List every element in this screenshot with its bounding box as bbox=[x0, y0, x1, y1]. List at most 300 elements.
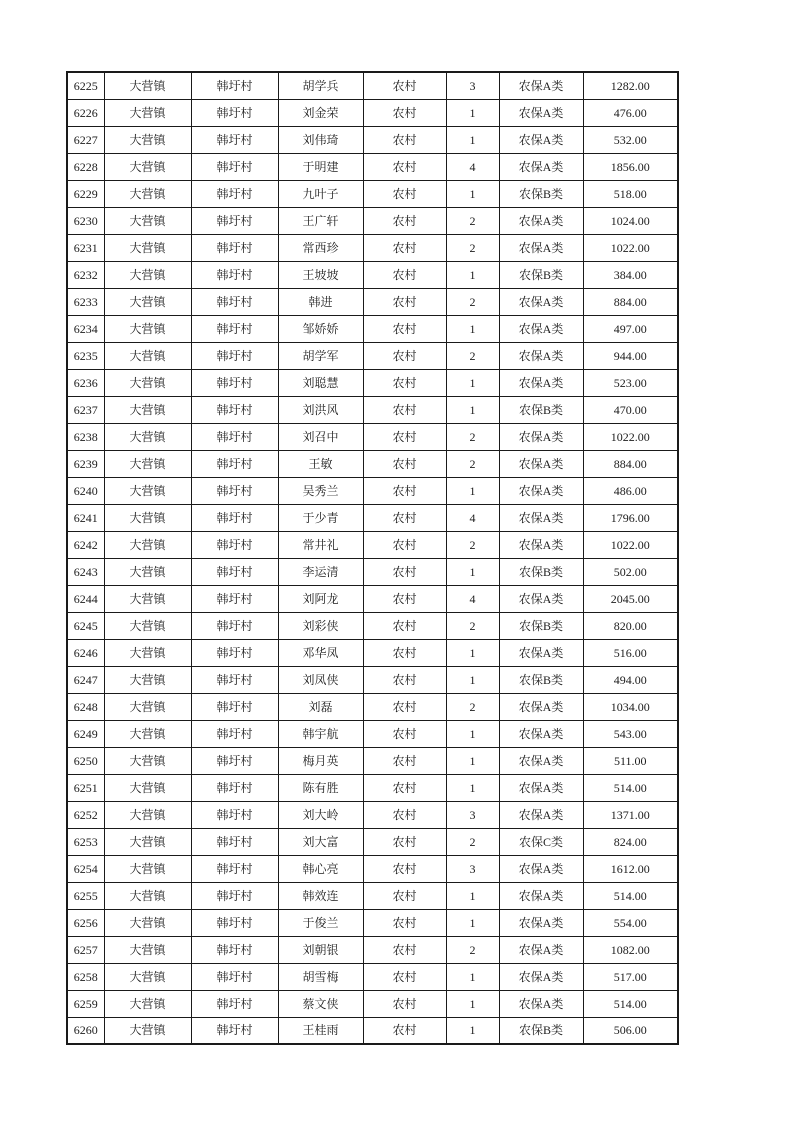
village-cell: 韩圩村 bbox=[191, 396, 278, 423]
town-cell: 大营镇 bbox=[104, 180, 191, 207]
person-count-cell: 1 bbox=[446, 126, 499, 153]
insurance-type-cell: 农保A类 bbox=[499, 585, 583, 612]
amount-cell: 532.00 bbox=[583, 126, 678, 153]
village-cell: 韩圩村 bbox=[191, 477, 278, 504]
insurance-type-cell: 农保B类 bbox=[499, 1017, 583, 1044]
insurance-type-cell: 农保A类 bbox=[499, 423, 583, 450]
insurance-type-cell: 农保A类 bbox=[499, 504, 583, 531]
village-cell: 韩圩村 bbox=[191, 369, 278, 396]
serial-no-cell: 6260 bbox=[67, 1017, 104, 1044]
amount-cell: 1612.00 bbox=[583, 855, 678, 882]
name-cell: 蔡文侠 bbox=[278, 990, 363, 1017]
category-cell: 农村 bbox=[363, 72, 446, 99]
category-cell: 农村 bbox=[363, 288, 446, 315]
amount-cell: 944.00 bbox=[583, 342, 678, 369]
serial-no-cell: 6234 bbox=[67, 315, 104, 342]
person-count-cell: 1 bbox=[446, 747, 499, 774]
table-row bbox=[67, 990, 678, 1017]
name-cell: 邓华凤 bbox=[278, 639, 363, 666]
amount-cell: 1856.00 bbox=[583, 153, 678, 180]
amount-cell: 517.00 bbox=[583, 963, 678, 990]
insurance-type-cell: 农保A类 bbox=[499, 855, 583, 882]
category-cell: 农村 bbox=[363, 612, 446, 639]
village-cell: 韩圩村 bbox=[191, 180, 278, 207]
table-row bbox=[67, 882, 678, 909]
serial-no-cell: 6226 bbox=[67, 99, 104, 126]
table-row bbox=[67, 396, 678, 423]
category-cell: 农村 bbox=[363, 234, 446, 261]
village-cell: 韩圩村 bbox=[191, 504, 278, 531]
insurance-type-cell: 农保A类 bbox=[499, 126, 583, 153]
table-row bbox=[67, 774, 678, 801]
town-cell: 大营镇 bbox=[104, 558, 191, 585]
serial-no-cell: 6233 bbox=[67, 288, 104, 315]
town-cell: 大营镇 bbox=[104, 666, 191, 693]
name-cell: 王广轩 bbox=[278, 207, 363, 234]
table-row bbox=[67, 801, 678, 828]
village-cell: 韩圩村 bbox=[191, 828, 278, 855]
person-count-cell: 2 bbox=[446, 936, 499, 963]
name-cell: 刘彩侠 bbox=[278, 612, 363, 639]
name-cell: 刘朝银 bbox=[278, 936, 363, 963]
insurance-type-cell: 农保B类 bbox=[499, 666, 583, 693]
village-cell: 韩圩村 bbox=[191, 855, 278, 882]
category-cell: 农村 bbox=[363, 720, 446, 747]
insurance-type-cell: 农保A类 bbox=[499, 477, 583, 504]
category-cell: 农村 bbox=[363, 828, 446, 855]
person-count-cell: 1 bbox=[446, 720, 499, 747]
category-cell: 农村 bbox=[363, 639, 446, 666]
insurance-type-cell: 农保B类 bbox=[499, 396, 583, 423]
person-count-cell: 4 bbox=[446, 153, 499, 180]
insurance-type-cell: 农保A类 bbox=[499, 342, 583, 369]
village-cell: 韩圩村 bbox=[191, 423, 278, 450]
village-cell: 韩圩村 bbox=[191, 450, 278, 477]
town-cell: 大营镇 bbox=[104, 639, 191, 666]
serial-no-cell: 6231 bbox=[67, 234, 104, 261]
table-row bbox=[67, 585, 678, 612]
amount-cell: 476.00 bbox=[583, 99, 678, 126]
amount-cell: 884.00 bbox=[583, 450, 678, 477]
name-cell: 刘聪慧 bbox=[278, 369, 363, 396]
name-cell: 常西珍 bbox=[278, 234, 363, 261]
insurance-type-cell: 农保B类 bbox=[499, 261, 583, 288]
person-count-cell: 2 bbox=[446, 693, 499, 720]
amount-cell: 1034.00 bbox=[583, 693, 678, 720]
insurance-type-cell: 农保A类 bbox=[499, 882, 583, 909]
table-row bbox=[67, 261, 678, 288]
amount-cell: 1282.00 bbox=[583, 72, 678, 99]
town-cell: 大营镇 bbox=[104, 963, 191, 990]
insurance-type-cell: 农保A类 bbox=[499, 72, 583, 99]
person-count-cell: 1 bbox=[446, 774, 499, 801]
amount-cell: 1022.00 bbox=[583, 234, 678, 261]
insurance-type-cell: 农保A类 bbox=[499, 774, 583, 801]
category-cell: 农村 bbox=[363, 936, 446, 963]
town-cell: 大营镇 bbox=[104, 801, 191, 828]
village-cell: 韩圩村 bbox=[191, 342, 278, 369]
town-cell: 大营镇 bbox=[104, 477, 191, 504]
name-cell: 刘阿龙 bbox=[278, 585, 363, 612]
amount-cell: 820.00 bbox=[583, 612, 678, 639]
beneficiary-table bbox=[66, 71, 679, 1045]
amount-cell: 494.00 bbox=[583, 666, 678, 693]
serial-no-cell: 6257 bbox=[67, 936, 104, 963]
table-row bbox=[67, 72, 678, 99]
village-cell: 韩圩村 bbox=[191, 612, 278, 639]
category-cell: 农村 bbox=[363, 207, 446, 234]
insurance-type-cell: 农保A类 bbox=[499, 720, 583, 747]
town-cell: 大营镇 bbox=[104, 720, 191, 747]
serial-no-cell: 6239 bbox=[67, 450, 104, 477]
amount-cell: 506.00 bbox=[583, 1017, 678, 1044]
category-cell: 农村 bbox=[363, 126, 446, 153]
category-cell: 农村 bbox=[363, 153, 446, 180]
town-cell: 大营镇 bbox=[104, 153, 191, 180]
village-cell: 韩圩村 bbox=[191, 153, 278, 180]
category-cell: 农村 bbox=[363, 261, 446, 288]
person-count-cell: 1 bbox=[446, 666, 499, 693]
table-row bbox=[67, 1017, 678, 1044]
person-count-cell: 2 bbox=[446, 234, 499, 261]
serial-no-cell: 6246 bbox=[67, 639, 104, 666]
amount-cell: 514.00 bbox=[583, 882, 678, 909]
table-row bbox=[67, 126, 678, 153]
town-cell: 大营镇 bbox=[104, 99, 191, 126]
village-cell: 韩圩村 bbox=[191, 1017, 278, 1044]
person-count-cell: 3 bbox=[446, 801, 499, 828]
serial-no-cell: 6258 bbox=[67, 963, 104, 990]
town-cell: 大营镇 bbox=[104, 369, 191, 396]
person-count-cell: 2 bbox=[446, 342, 499, 369]
village-cell: 韩圩村 bbox=[191, 936, 278, 963]
village-cell: 韩圩村 bbox=[191, 639, 278, 666]
amount-cell: 543.00 bbox=[583, 720, 678, 747]
name-cell: 胡学兵 bbox=[278, 72, 363, 99]
town-cell: 大营镇 bbox=[104, 1017, 191, 1044]
village-cell: 韩圩村 bbox=[191, 909, 278, 936]
insurance-type-cell: 农保A类 bbox=[499, 315, 583, 342]
village-cell: 韩圩村 bbox=[191, 315, 278, 342]
town-cell: 大营镇 bbox=[104, 693, 191, 720]
name-cell: 刘磊 bbox=[278, 693, 363, 720]
person-count-cell: 4 bbox=[446, 585, 499, 612]
name-cell: 王桂雨 bbox=[278, 1017, 363, 1044]
table-body bbox=[67, 72, 678, 1044]
category-cell: 农村 bbox=[363, 477, 446, 504]
person-count-cell: 1 bbox=[446, 882, 499, 909]
person-count-cell: 3 bbox=[446, 72, 499, 99]
amount-cell: 511.00 bbox=[583, 747, 678, 774]
town-cell: 大营镇 bbox=[104, 450, 191, 477]
name-cell: 李运清 bbox=[278, 558, 363, 585]
category-cell: 农村 bbox=[363, 450, 446, 477]
serial-no-cell: 6242 bbox=[67, 531, 104, 558]
person-count-cell: 3 bbox=[446, 855, 499, 882]
person-count-cell: 2 bbox=[446, 612, 499, 639]
town-cell: 大营镇 bbox=[104, 882, 191, 909]
person-count-cell: 1 bbox=[446, 963, 499, 990]
name-cell: 韩心亮 bbox=[278, 855, 363, 882]
amount-cell: 514.00 bbox=[583, 774, 678, 801]
insurance-type-cell: 农保A类 bbox=[499, 234, 583, 261]
serial-no-cell: 6236 bbox=[67, 369, 104, 396]
town-cell: 大营镇 bbox=[104, 612, 191, 639]
category-cell: 农村 bbox=[363, 504, 446, 531]
serial-no-cell: 6248 bbox=[67, 693, 104, 720]
table-row bbox=[67, 639, 678, 666]
serial-no-cell: 6254 bbox=[67, 855, 104, 882]
village-cell: 韩圩村 bbox=[191, 558, 278, 585]
name-cell: 刘大富 bbox=[278, 828, 363, 855]
amount-cell: 554.00 bbox=[583, 909, 678, 936]
insurance-type-cell: 农保B类 bbox=[499, 612, 583, 639]
table-row bbox=[67, 693, 678, 720]
town-cell: 大营镇 bbox=[104, 261, 191, 288]
serial-no-cell: 6240 bbox=[67, 477, 104, 504]
amount-cell: 497.00 bbox=[583, 315, 678, 342]
insurance-type-cell: 农保A类 bbox=[499, 99, 583, 126]
category-cell: 农村 bbox=[363, 774, 446, 801]
category-cell: 农村 bbox=[363, 801, 446, 828]
village-cell: 韩圩村 bbox=[191, 234, 278, 261]
name-cell: 于明建 bbox=[278, 153, 363, 180]
insurance-type-cell: 农保A类 bbox=[499, 747, 583, 774]
table-row bbox=[67, 855, 678, 882]
village-cell: 韩圩村 bbox=[191, 990, 278, 1017]
village-cell: 韩圩村 bbox=[191, 72, 278, 99]
table-row bbox=[67, 180, 678, 207]
town-cell: 大营镇 bbox=[104, 423, 191, 450]
person-count-cell: 2 bbox=[446, 207, 499, 234]
insurance-type-cell: 农保A类 bbox=[499, 450, 583, 477]
table-row bbox=[67, 369, 678, 396]
table-row bbox=[67, 153, 678, 180]
name-cell: 常井礼 bbox=[278, 531, 363, 558]
insurance-type-cell: 农保A类 bbox=[499, 801, 583, 828]
village-cell: 韩圩村 bbox=[191, 693, 278, 720]
village-cell: 韩圩村 bbox=[191, 801, 278, 828]
serial-no-cell: 6235 bbox=[67, 342, 104, 369]
category-cell: 农村 bbox=[363, 747, 446, 774]
amount-cell: 884.00 bbox=[583, 288, 678, 315]
serial-no-cell: 6237 bbox=[67, 396, 104, 423]
town-cell: 大营镇 bbox=[104, 126, 191, 153]
village-cell: 韩圩村 bbox=[191, 207, 278, 234]
name-cell: 吴秀兰 bbox=[278, 477, 363, 504]
town-cell: 大营镇 bbox=[104, 828, 191, 855]
table-row bbox=[67, 450, 678, 477]
village-cell: 韩圩村 bbox=[191, 720, 278, 747]
person-count-cell: 1 bbox=[446, 639, 499, 666]
person-count-cell: 2 bbox=[446, 423, 499, 450]
table-row bbox=[67, 315, 678, 342]
person-count-cell: 1 bbox=[446, 180, 499, 207]
table-row bbox=[67, 909, 678, 936]
insurance-type-cell: 农保A类 bbox=[499, 639, 583, 666]
village-cell: 韩圩村 bbox=[191, 747, 278, 774]
person-count-cell: 1 bbox=[446, 396, 499, 423]
person-count-cell: 1 bbox=[446, 1017, 499, 1044]
town-cell: 大营镇 bbox=[104, 72, 191, 99]
serial-no-cell: 6256 bbox=[67, 909, 104, 936]
serial-no-cell: 6252 bbox=[67, 801, 104, 828]
town-cell: 大营镇 bbox=[104, 936, 191, 963]
category-cell: 农村 bbox=[363, 369, 446, 396]
person-count-cell: 1 bbox=[446, 558, 499, 585]
town-cell: 大营镇 bbox=[104, 288, 191, 315]
village-cell: 韩圩村 bbox=[191, 774, 278, 801]
amount-cell: 1022.00 bbox=[583, 423, 678, 450]
table-row bbox=[67, 234, 678, 261]
category-cell: 农村 bbox=[363, 315, 446, 342]
person-count-cell: 1 bbox=[446, 369, 499, 396]
village-cell: 韩圩村 bbox=[191, 288, 278, 315]
amount-cell: 824.00 bbox=[583, 828, 678, 855]
insurance-type-cell: 农保A类 bbox=[499, 963, 583, 990]
serial-no-cell: 6229 bbox=[67, 180, 104, 207]
category-cell: 农村 bbox=[363, 666, 446, 693]
name-cell: 邹娇娇 bbox=[278, 315, 363, 342]
serial-no-cell: 6225 bbox=[67, 72, 104, 99]
serial-no-cell: 6251 bbox=[67, 774, 104, 801]
table-row bbox=[67, 207, 678, 234]
person-count-cell: 1 bbox=[446, 99, 499, 126]
category-cell: 农村 bbox=[363, 693, 446, 720]
village-cell: 韩圩村 bbox=[191, 99, 278, 126]
table-row bbox=[67, 963, 678, 990]
table-row bbox=[67, 747, 678, 774]
insurance-type-cell: 农保A类 bbox=[499, 990, 583, 1017]
name-cell: 梅月英 bbox=[278, 747, 363, 774]
serial-no-cell: 6253 bbox=[67, 828, 104, 855]
serial-no-cell: 6241 bbox=[67, 504, 104, 531]
town-cell: 大营镇 bbox=[104, 990, 191, 1017]
town-cell: 大营镇 bbox=[104, 207, 191, 234]
category-cell: 农村 bbox=[363, 180, 446, 207]
table-row bbox=[67, 531, 678, 558]
amount-cell: 384.00 bbox=[583, 261, 678, 288]
table-row bbox=[67, 828, 678, 855]
town-cell: 大营镇 bbox=[104, 855, 191, 882]
name-cell: 王坡坡 bbox=[278, 261, 363, 288]
table-row bbox=[67, 558, 678, 585]
village-cell: 韩圩村 bbox=[191, 585, 278, 612]
table-row bbox=[67, 936, 678, 963]
table-row bbox=[67, 612, 678, 639]
person-count-cell: 2 bbox=[446, 450, 499, 477]
insurance-type-cell: 农保A类 bbox=[499, 531, 583, 558]
name-cell: 韩宇航 bbox=[278, 720, 363, 747]
name-cell: 刘伟琦 bbox=[278, 126, 363, 153]
town-cell: 大营镇 bbox=[104, 774, 191, 801]
person-count-cell: 2 bbox=[446, 288, 499, 315]
amount-cell: 1371.00 bbox=[583, 801, 678, 828]
amount-cell: 523.00 bbox=[583, 369, 678, 396]
category-cell: 农村 bbox=[363, 909, 446, 936]
category-cell: 农村 bbox=[363, 990, 446, 1017]
category-cell: 农村 bbox=[363, 423, 446, 450]
amount-cell: 1024.00 bbox=[583, 207, 678, 234]
village-cell: 韩圩村 bbox=[191, 666, 278, 693]
insurance-type-cell: 农保A类 bbox=[499, 288, 583, 315]
insurance-type-cell: 农保A类 bbox=[499, 909, 583, 936]
insurance-type-cell: 农保A类 bbox=[499, 936, 583, 963]
insurance-type-cell: 农保A类 bbox=[499, 207, 583, 234]
category-cell: 农村 bbox=[363, 1017, 446, 1044]
serial-no-cell: 6244 bbox=[67, 585, 104, 612]
name-cell: 于少青 bbox=[278, 504, 363, 531]
amount-cell: 518.00 bbox=[583, 180, 678, 207]
name-cell: 韩进 bbox=[278, 288, 363, 315]
category-cell: 农村 bbox=[363, 963, 446, 990]
serial-no-cell: 6232 bbox=[67, 261, 104, 288]
serial-no-cell: 6255 bbox=[67, 882, 104, 909]
serial-no-cell: 6247 bbox=[67, 666, 104, 693]
table-row bbox=[67, 666, 678, 693]
town-cell: 大营镇 bbox=[104, 585, 191, 612]
category-cell: 农村 bbox=[363, 558, 446, 585]
person-count-cell: 1 bbox=[446, 990, 499, 1017]
insurance-type-cell: 农保B类 bbox=[499, 180, 583, 207]
serial-no-cell: 6238 bbox=[67, 423, 104, 450]
serial-no-cell: 6250 bbox=[67, 747, 104, 774]
category-cell: 农村 bbox=[363, 531, 446, 558]
serial-no-cell: 6245 bbox=[67, 612, 104, 639]
name-cell: 刘大岭 bbox=[278, 801, 363, 828]
category-cell: 农村 bbox=[363, 585, 446, 612]
name-cell: 刘召中 bbox=[278, 423, 363, 450]
village-cell: 韩圩村 bbox=[191, 126, 278, 153]
table-row bbox=[67, 477, 678, 504]
amount-cell: 502.00 bbox=[583, 558, 678, 585]
amount-cell: 514.00 bbox=[583, 990, 678, 1017]
category-cell: 农村 bbox=[363, 99, 446, 126]
serial-no-cell: 6228 bbox=[67, 153, 104, 180]
town-cell: 大营镇 bbox=[104, 396, 191, 423]
village-cell: 韩圩村 bbox=[191, 531, 278, 558]
amount-cell: 1796.00 bbox=[583, 504, 678, 531]
town-cell: 大营镇 bbox=[104, 234, 191, 261]
amount-cell: 486.00 bbox=[583, 477, 678, 504]
serial-no-cell: 6230 bbox=[67, 207, 104, 234]
name-cell: 刘洪风 bbox=[278, 396, 363, 423]
town-cell: 大营镇 bbox=[104, 315, 191, 342]
village-cell: 韩圩村 bbox=[191, 963, 278, 990]
town-cell: 大营镇 bbox=[104, 342, 191, 369]
name-cell: 胡雪梅 bbox=[278, 963, 363, 990]
table-row bbox=[67, 99, 678, 126]
name-cell: 韩效连 bbox=[278, 882, 363, 909]
person-count-cell: 2 bbox=[446, 828, 499, 855]
insurance-type-cell: 农保A类 bbox=[499, 369, 583, 396]
insurance-type-cell: 农保C类 bbox=[499, 828, 583, 855]
table-row bbox=[67, 504, 678, 531]
person-count-cell: 1 bbox=[446, 477, 499, 504]
category-cell: 农村 bbox=[363, 396, 446, 423]
amount-cell: 2045.00 bbox=[583, 585, 678, 612]
name-cell: 九叶子 bbox=[278, 180, 363, 207]
village-cell: 韩圩村 bbox=[191, 261, 278, 288]
insurance-type-cell: 农保B类 bbox=[499, 558, 583, 585]
person-count-cell: 4 bbox=[446, 504, 499, 531]
town-cell: 大营镇 bbox=[104, 909, 191, 936]
person-count-cell: 2 bbox=[446, 531, 499, 558]
amount-cell: 470.00 bbox=[583, 396, 678, 423]
category-cell: 农村 bbox=[363, 882, 446, 909]
insurance-type-cell: 农保A类 bbox=[499, 693, 583, 720]
person-count-cell: 1 bbox=[446, 909, 499, 936]
